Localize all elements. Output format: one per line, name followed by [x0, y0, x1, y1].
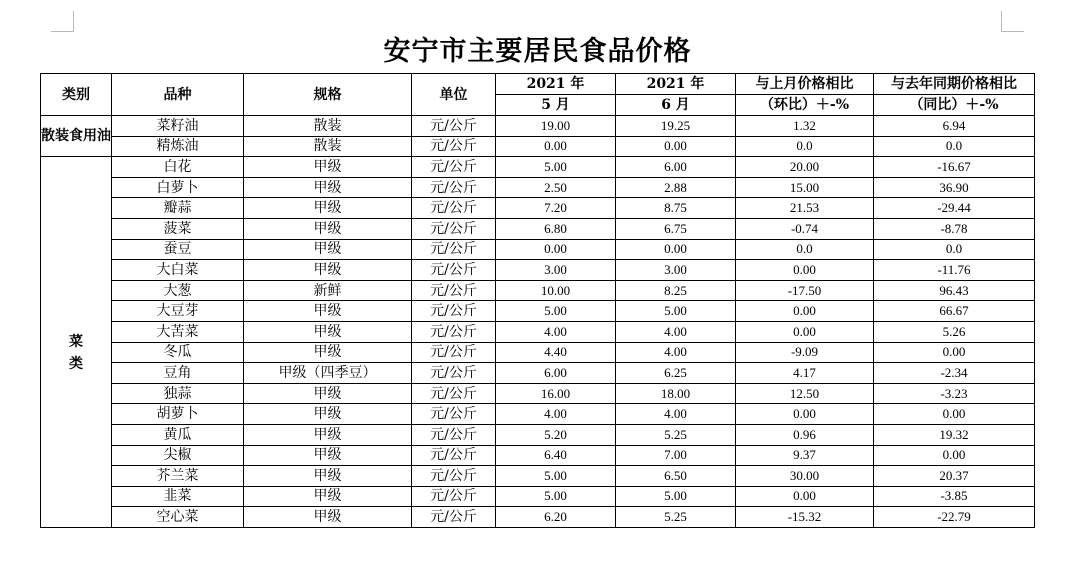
spec-cell: 甲级: [244, 486, 412, 507]
may-price-cell: 4.00: [496, 321, 616, 342]
june-price-cell: 6.50: [616, 466, 736, 487]
may-price-cell: 6.80: [496, 218, 616, 239]
unit-cell: 元/公斤: [412, 157, 496, 178]
yoy-change-cell: 36.90: [874, 177, 1035, 198]
page-corner-mark-left: [51, 11, 74, 32]
variety-cell: 大葱: [112, 280, 244, 301]
yoy-change-cell: 0.0: [874, 239, 1035, 260]
june-price-cell: 18.00: [616, 383, 736, 404]
table-row: [41, 136, 1035, 157]
table-row: [41, 218, 1035, 239]
may-price-cell: 2.50: [496, 177, 616, 198]
spec-cell: 新鲜: [244, 280, 412, 301]
may-price-cell: 5.00: [496, 486, 616, 507]
unit-cell: 元/公斤: [412, 136, 496, 157]
mom-change-cell: 15.00: [736, 177, 874, 198]
may-price-cell: 5.20: [496, 424, 616, 445]
june-price-cell: 3.00: [616, 260, 736, 281]
may-price-cell: 0.00: [496, 239, 616, 260]
yoy-change-cell: 66.67: [874, 301, 1035, 322]
category-oil: 散装食用油: [41, 116, 112, 157]
variety-cell: 黄瓜: [112, 424, 244, 445]
unit-cell: 元/公斤: [412, 321, 496, 342]
variety-cell: 独蒜: [112, 383, 244, 404]
spec-cell: 甲级: [244, 218, 412, 239]
variety-cell: 尖椒: [112, 445, 244, 466]
yoy-change-cell: -22.79: [874, 507, 1035, 528]
variety-cell: 精炼油: [112, 136, 244, 157]
june-price-cell: 5.00: [616, 301, 736, 322]
june-price-cell: 4.00: [616, 404, 736, 425]
unit-cell: 元/公斤: [412, 404, 496, 425]
variety-cell: 菜籽油: [112, 116, 244, 137]
table-row: [41, 342, 1035, 363]
unit-cell: 元/公斤: [412, 466, 496, 487]
yoy-change-cell: -3.23: [874, 383, 1035, 404]
mom-change-cell: 0.00: [736, 301, 874, 322]
mom-change-cell: 0.00: [736, 486, 874, 507]
mom-change-cell: 0.00: [736, 321, 874, 342]
table-row: [41, 424, 1035, 445]
unit-cell: 元/公斤: [412, 363, 496, 384]
table-row: [41, 507, 1035, 528]
variety-cell: 胡萝卜: [112, 404, 244, 425]
june-price-cell: 2.88: [616, 177, 736, 198]
june-price-cell: 8.75: [616, 198, 736, 219]
spec-cell: 甲级: [244, 177, 412, 198]
variety-cell: 豆角: [112, 363, 244, 384]
mom-change-cell: 4.17: [736, 363, 874, 384]
may-price-cell: 7.20: [496, 198, 616, 219]
may-price-cell: 3.00: [496, 260, 616, 281]
may-price-cell: 6.20: [496, 507, 616, 528]
mom-change-cell: -0.74: [736, 218, 874, 239]
spec-cell: 甲级: [244, 301, 412, 322]
mom-change-cell: 20.00: [736, 157, 874, 178]
table-row: [41, 404, 1035, 425]
unit-cell: 元/公斤: [412, 239, 496, 260]
variety-cell: 韭菜: [112, 486, 244, 507]
may-price-cell: 10.00: [496, 280, 616, 301]
spec-cell: 甲级: [244, 424, 412, 445]
variety-cell: 空心菜: [112, 507, 244, 528]
table-row: [41, 177, 1035, 198]
header-spec: 规格: [244, 74, 412, 116]
yoy-change-cell: 0.00: [874, 342, 1035, 363]
table-body: [41, 116, 1035, 528]
table-row: [41, 321, 1035, 342]
mom-change-cell: 30.00: [736, 466, 874, 487]
spec-cell: 甲级: [244, 342, 412, 363]
may-price-cell: 5.00: [496, 157, 616, 178]
may-price-cell: 4.00: [496, 404, 616, 425]
yoy-change-cell: 6.94: [874, 116, 1035, 137]
mom-change-cell: 0.00: [736, 404, 874, 425]
mom-change-cell: -17.50: [736, 280, 874, 301]
variety-cell: 大苦菜: [112, 321, 244, 342]
header-unit: 单位: [412, 74, 496, 116]
may-price-cell: 5.00: [496, 301, 616, 322]
mom-change-cell: -9.09: [736, 342, 874, 363]
spec-cell: 甲级: [244, 157, 412, 178]
june-price-cell: 0.00: [616, 239, 736, 260]
table-row: [41, 363, 1035, 384]
variety-cell: 大豆芽: [112, 301, 244, 322]
spec-cell: 甲级: [244, 260, 412, 281]
unit-cell: 元/公斤: [412, 218, 496, 239]
june-price-cell: 8.25: [616, 280, 736, 301]
mom-change-cell: 12.50: [736, 383, 874, 404]
variety-cell: 菠菜: [112, 218, 244, 239]
mom-change-cell: -15.32: [736, 507, 874, 528]
unit-cell: 元/公斤: [412, 342, 496, 363]
header-may-month: 5 月: [496, 95, 616, 116]
spec-cell: 甲级: [244, 198, 412, 219]
june-price-cell: 5.25: [616, 507, 736, 528]
june-price-cell: 6.75: [616, 218, 736, 239]
may-price-cell: 0.00: [496, 136, 616, 157]
header-yoy-line1: 与去年同期价格相比: [874, 74, 1035, 95]
header-mom-line1: 与上月价格相比: [736, 74, 874, 95]
price-table: [40, 73, 1035, 528]
table-row: [41, 445, 1035, 466]
unit-cell: 元/公斤: [412, 486, 496, 507]
yoy-change-cell: 0.00: [874, 404, 1035, 425]
table-row: [41, 383, 1035, 404]
page-title: 安宁市主要居民食品价格: [383, 36, 692, 67]
table-row: [41, 301, 1035, 322]
header-category: 类别: [41, 74, 112, 116]
spec-cell: 甲级: [244, 445, 412, 466]
unit-cell: 元/公斤: [412, 445, 496, 466]
table-row: [41, 198, 1035, 219]
table-row: [41, 260, 1035, 281]
may-price-cell: 16.00: [496, 383, 616, 404]
variety-cell: 大白菜: [112, 260, 244, 281]
may-price-cell: 6.40: [496, 445, 616, 466]
variety-cell: 冬瓜: [112, 342, 244, 363]
variety-cell: 瓣蒜: [112, 198, 244, 219]
spec-cell: 甲级: [244, 507, 412, 528]
spec-cell: 甲级: [244, 321, 412, 342]
may-price-cell: 4.40: [496, 342, 616, 363]
yoy-change-cell: -29.44: [874, 198, 1035, 219]
june-price-cell: 4.00: [616, 321, 736, 342]
table-row: [41, 116, 1035, 137]
june-price-cell: 5.00: [616, 486, 736, 507]
may-price-cell: 6.00: [496, 363, 616, 384]
table-row: [41, 157, 1035, 178]
june-price-cell: 6.25: [616, 363, 736, 384]
unit-cell: 元/公斤: [412, 177, 496, 198]
mom-change-cell: 0.0: [736, 136, 874, 157]
yoy-change-cell: 0.0: [874, 136, 1035, 157]
variety-cell: 白花: [112, 157, 244, 178]
may-price-cell: 19.00: [496, 116, 616, 137]
variety-cell: 蚕豆: [112, 239, 244, 260]
unit-cell: 元/公斤: [412, 424, 496, 445]
header-yoy-line2: （同比）＋-%: [874, 95, 1035, 116]
yoy-change-cell: -11.76: [874, 260, 1035, 281]
table-row: [41, 466, 1035, 487]
mom-change-cell: 9.37: [736, 445, 874, 466]
mom-change-cell: 0.0: [736, 239, 874, 260]
may-price-cell: 5.00: [496, 466, 616, 487]
spec-cell: 散装: [244, 136, 412, 157]
header-may-year: 2021 年: [496, 74, 616, 95]
yoy-change-cell: 5.26: [874, 321, 1035, 342]
spec-cell: 甲级: [244, 383, 412, 404]
june-price-cell: 5.25: [616, 424, 736, 445]
variety-cell: 芥兰菜: [112, 466, 244, 487]
unit-cell: 元/公斤: [412, 280, 496, 301]
page-corner-mark-right: [1001, 11, 1024, 32]
category-vegetables: 菜类: [41, 157, 112, 528]
table-row: [41, 239, 1035, 260]
unit-cell: 元/公斤: [412, 116, 496, 137]
june-price-cell: 0.00: [616, 136, 736, 157]
yoy-change-cell: -16.67: [874, 157, 1035, 178]
june-price-cell: 19.25: [616, 116, 736, 137]
table-row: [41, 486, 1035, 507]
mom-change-cell: 0.00: [736, 260, 874, 281]
unit-cell: 元/公斤: [412, 507, 496, 528]
yoy-change-cell: 20.37: [874, 466, 1035, 487]
june-price-cell: 4.00: [616, 342, 736, 363]
yoy-change-cell: 0.00: [874, 445, 1035, 466]
june-price-cell: 7.00: [616, 445, 736, 466]
june-price-cell: 6.00: [616, 157, 736, 178]
unit-cell: 元/公斤: [412, 383, 496, 404]
mom-change-cell: 0.96: [736, 424, 874, 445]
unit-cell: 元/公斤: [412, 260, 496, 281]
spec-cell: 甲级（四季豆）: [244, 363, 412, 384]
header-june-year: 2021 年: [616, 74, 736, 95]
header-variety: 品种: [112, 74, 244, 116]
yoy-change-cell: -3.85: [874, 486, 1035, 507]
spec-cell: 甲级: [244, 404, 412, 425]
spec-cell: 散装: [244, 116, 412, 137]
table-header: [41, 74, 1035, 116]
yoy-change-cell: 96.43: [874, 280, 1035, 301]
header-june-month: 6 月: [616, 95, 736, 116]
unit-cell: 元/公斤: [412, 301, 496, 322]
variety-cell: 白萝卜: [112, 177, 244, 198]
mom-change-cell: 1.32: [736, 116, 874, 137]
unit-cell: 元/公斤: [412, 198, 496, 219]
spec-cell: 甲级: [244, 239, 412, 260]
mom-change-cell: 21.53: [736, 198, 874, 219]
yoy-change-cell: 19.32: [874, 424, 1035, 445]
spec-cell: 甲级: [244, 466, 412, 487]
table-row: [41, 280, 1035, 301]
header-mom-line2: （环比）＋-%: [736, 95, 874, 116]
yoy-change-cell: -2.34: [874, 363, 1035, 384]
yoy-change-cell: -8.78: [874, 218, 1035, 239]
